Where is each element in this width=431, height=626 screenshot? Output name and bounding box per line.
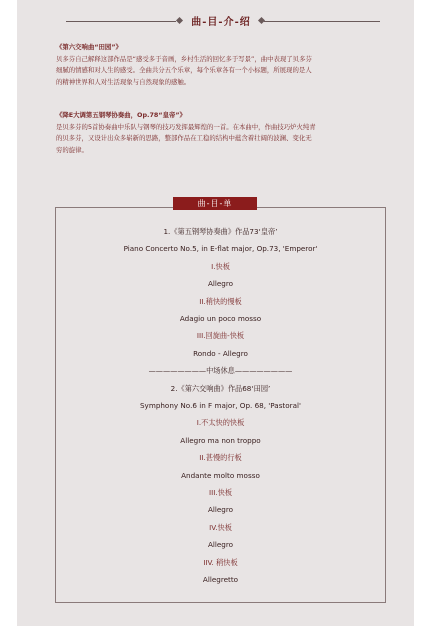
section-title: 曲-目-介-绍 xyxy=(191,17,251,28)
program-line: Adagio un poco mosso xyxy=(179,314,262,323)
program-line: Piano Concerto No.5, in E-flat major, Op.73, 'Emperor' xyxy=(123,244,318,254)
movement-title: II.稍快的慢板 xyxy=(199,296,242,306)
movement-title: III.快板 xyxy=(208,488,233,497)
intro-title: 《第六交响曲“田园”》 xyxy=(56,43,122,51)
program-label: 曲-目-单 xyxy=(173,197,257,210)
intro-title: 《降E大调第五钢琴协奏曲，Op.78“皇帝”》 xyxy=(56,111,186,119)
header-divider-left xyxy=(66,21,176,22)
intro-section-concerto xyxy=(56,110,386,156)
program-line: Allegro ma non troppo xyxy=(180,435,261,445)
movement-title: I.快板 xyxy=(211,261,230,271)
movement-title: III.回旋曲-快板 xyxy=(196,331,245,341)
movement-title: IIV. 稍快板 xyxy=(203,557,238,567)
header-divider-right xyxy=(264,21,380,22)
program-line: Symphony No.6 in F major, Op. 68, 'Pastoral' xyxy=(140,401,301,410)
intro-section-symphony xyxy=(56,42,386,88)
program-line: 2.《第六交响曲》作品68‘田园’ xyxy=(170,383,271,393)
program-line: Allegretto xyxy=(202,575,239,584)
program-line: Allegro xyxy=(207,540,234,550)
movement-title: II.甚慢的行板 xyxy=(199,453,242,463)
intro-line: 的精神世界和人对生活现象与自然现象的感触。 xyxy=(56,77,191,86)
movement-title: IV.快板 xyxy=(209,522,232,532)
movement-title: I.不太快的快板 xyxy=(196,418,245,428)
intro-line: 细腻的情感和对人生的感受。全曲共分五个乐章，每个乐章各有一个小标题，所展现的是人 xyxy=(56,66,312,74)
program-line: 1.《第五钢琴协奏曲》作品73‘皇帝’ xyxy=(163,227,278,236)
program-line: Allegro xyxy=(207,279,234,289)
intro-line: 穷的旋律。 xyxy=(56,145,88,154)
intro-line: 贝多芬自己解释这部作品是“感受多于音画，乡村生活的回忆多于写景”，曲中表现了贝多芬 xyxy=(56,54,312,63)
intro-line: 是贝多芬的5首协奏曲中乐队与钢琴的技巧发挥最辉煌的一首。在本曲中，作曲技巧炉火纯青 xyxy=(56,122,316,131)
intro-line: 的贝多芬，又设计出众多崭新的思路，整部作品在工稳的结构中蕴含着壮阔的波澜、变化无 xyxy=(56,134,312,142)
program-line: ————————中场休息———————— xyxy=(148,366,293,376)
program-line: Allegro xyxy=(207,505,234,515)
program-line: Rondo - Allegro xyxy=(193,348,248,358)
program-line: Andante molto mosso xyxy=(181,470,260,480)
